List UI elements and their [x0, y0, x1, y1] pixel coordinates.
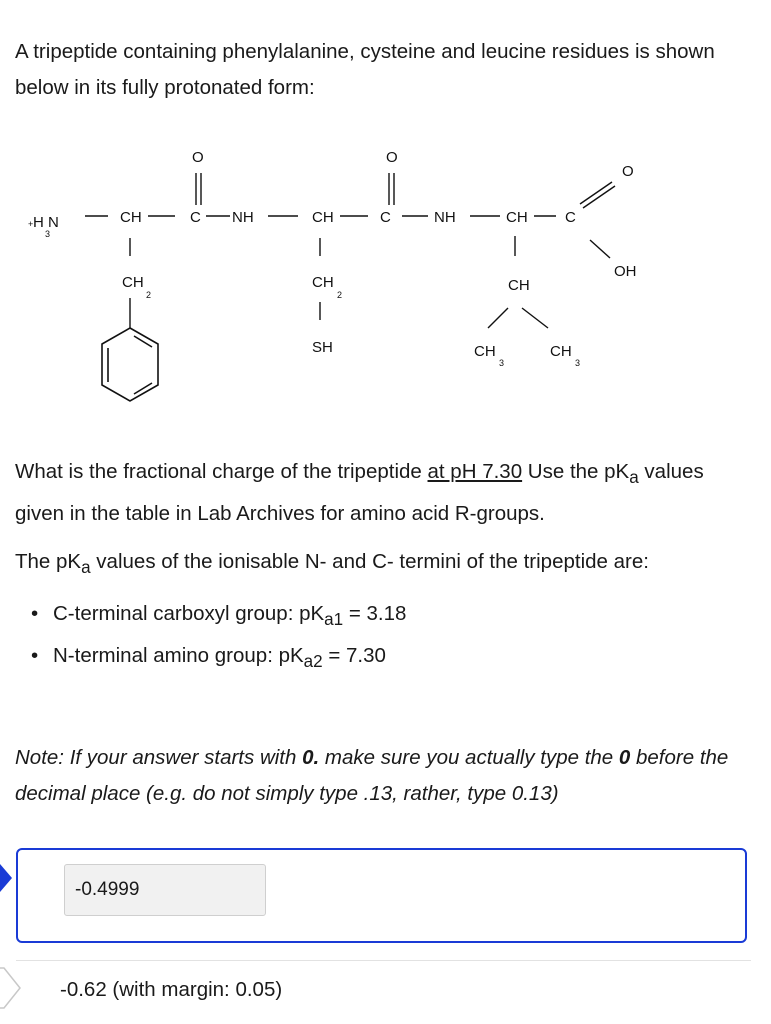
list-item: • N-terminal amino group: $pK_{a2} = 7.30$: [31, 644, 386, 672]
ch-alpha-1: CH: [120, 209, 142, 226]
benzene-ring-icon: [102, 328, 158, 401]
ch2-phe: CH: [122, 274, 144, 291]
ch-alpha-3: CH: [506, 209, 528, 226]
note-text: Note: If your answer starts with 0. make sure you actually type the 0 before the decimal place (e.g. do not simply type .13, rather, type 0.13): [15, 746, 729, 805]
termini-list: [15, 596, 735, 680]
n-sub3-label: 3: [45, 229, 51, 239]
carbonyl-o-1: O: [192, 149, 204, 166]
methyl-1-sub: 3: [499, 358, 505, 368]
current-question-marker: [0, 864, 12, 892]
ch-alpha-2: CH: [312, 209, 334, 226]
amide-nh-2: NH: [434, 209, 456, 226]
list-item: • C-terminal carboxyl group: $pK_{a1} = 3.18$: [31, 602, 407, 630]
ch2-phe-sub: 2: [146, 290, 152, 300]
n-terminus-label: H N: [33, 214, 59, 231]
ch-leu: CH: [508, 277, 530, 294]
correct-answer: -0.62 (with margin: 0.05): [60, 978, 283, 1001]
ph-underlined: at pH 7.30: [427, 460, 523, 483]
methyl-1: CH: [474, 343, 496, 360]
correct-answer-marker-icon: [0, 966, 22, 1010]
ch2-cys-sub: 2: [337, 290, 343, 300]
amide-nh-1: NH: [232, 209, 254, 226]
answer-input[interactable]: -0.4999: [64, 864, 266, 916]
carbonyl-c-2: C: [380, 209, 391, 226]
thiol-sh: SH: [312, 339, 333, 356]
question-text: What is the fractional charge of the tripeptide at pH 7.30 Use the $pK_a$ values given in the table in Lab Archives for amino acid R-groups.: [15, 460, 704, 526]
termini-intro: The $pK_a$ values of the ionisable N- and C- termini of the tripeptide are:: [15, 550, 649, 578]
methyl-2: CH: [550, 343, 572, 360]
ch2-cys: CH: [312, 274, 334, 291]
carboxyl-c: C: [565, 209, 576, 226]
carboxyl-oh: OH: [614, 263, 637, 280]
divider: [16, 960, 751, 961]
tripeptide-structure: [0, 130, 771, 430]
carboxyl-o: O: [622, 163, 634, 180]
methyl-2-sub: 3: [575, 358, 581, 368]
carbonyl-c-1: C: [190, 209, 201, 226]
n-plus-label: +: [28, 219, 34, 229]
answer-box: [16, 848, 747, 943]
intro-text: A tripeptide containing phenylalanine, cysteine and leucine residues is shown below in its fully protonated form:: [15, 40, 715, 99]
carbonyl-o-2: O: [386, 149, 398, 166]
